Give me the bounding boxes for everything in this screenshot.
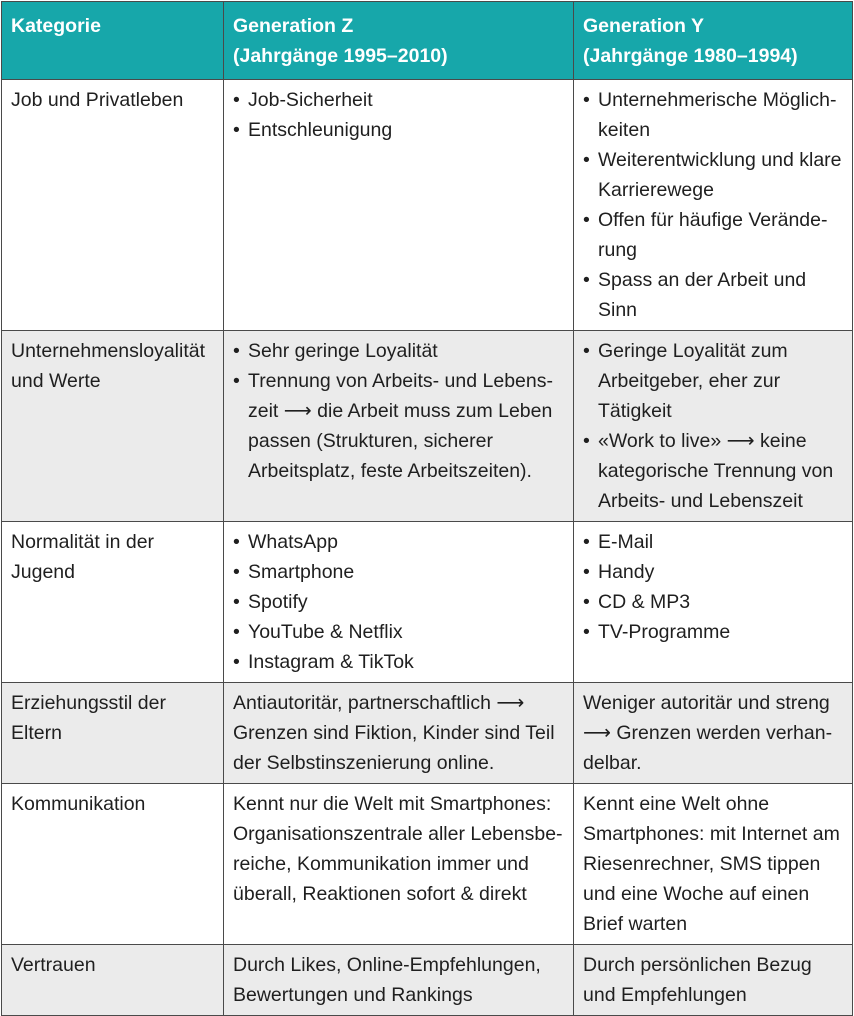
- category-cell: Unternehmensloyalität und Werte: [2, 331, 224, 522]
- list-item: • Spotify: [233, 587, 565, 617]
- list-item: • Spass an der Arbeit und Sinn: [583, 265, 844, 325]
- list-item: • Job-Sicherheit: [233, 85, 565, 115]
- list-item: • YouTube & Netflix: [233, 617, 565, 647]
- genz-list: [233, 527, 565, 677]
- list-item: • E-Mail: [583, 527, 844, 557]
- list-item: • Trennung von Arbeits- und Lebenszeit ⟶ die Arbeit muss zum Leben passen (Strukturen, sicherer Arbeitsplatz, feste Arbeitszeiten).: [233, 366, 565, 486]
- geny-cell: Kennt eine Welt ohne Smartphones: mit Internet am Riesenrechner, SMS tippen und eine Woche auf einen Brief warten: [574, 784, 853, 945]
- list-item: • Smartphone: [233, 557, 565, 587]
- list-item: • «Work to live» ⟶ keine kategorische Trennung von Arbeits- und Lebenszeit: [583, 426, 844, 516]
- table-row: [2, 522, 853, 683]
- genz-cell: Antiautoritär, partnerschaftlich ⟶ Grenzen sind Fiktion, Kinder sind Teil der Selbstinszenierung online.: [224, 683, 574, 784]
- category-cell: Job und Privatleben: [2, 80, 224, 331]
- comparison-table: [1, 1, 853, 1016]
- list-item: • Weiterentwicklung und klare Karrierewege: [583, 145, 844, 205]
- genz-list: [233, 85, 565, 145]
- header-geny-title: Generation Y: [583, 15, 705, 37]
- table-row: [2, 945, 853, 1016]
- list-item: • TV-Programme: [583, 617, 844, 647]
- header-genz-years: (Jahrgänge 1995–2010): [233, 45, 448, 67]
- genz-cell: [224, 522, 574, 683]
- geny-cell: Weniger autoritär und streng ⟶ Grenzen werden verhandelbar.: [574, 683, 853, 784]
- geny-list: [583, 527, 844, 647]
- header-category: Kategorie: [2, 2, 224, 80]
- header-row: [2, 2, 853, 80]
- table-row: [2, 683, 853, 784]
- category-cell: Erziehungsstil der Eltern: [2, 683, 224, 784]
- geny-cell: [574, 80, 853, 331]
- list-item: • Unternehmerische Möglichkeiten: [583, 85, 844, 145]
- geny-list: [583, 85, 844, 325]
- genz-list: [233, 336, 565, 486]
- list-item: • WhatsApp: [233, 527, 565, 557]
- genz-cell: [224, 331, 574, 522]
- list-item: • Geringe Loyalität zum Arbeitgeber, eher zur Tätigkeit: [583, 336, 844, 426]
- list-item: • Offen für häufige Veränderung: [583, 205, 844, 265]
- genz-cell: Durch Likes, Online-Empfehlungen, Bewertungen und Rankings: [224, 945, 574, 1016]
- geny-cell: Durch persönlichen Bezug und Empfehlungen: [574, 945, 853, 1016]
- category-cell: Normalität in der Jugend: [2, 522, 224, 683]
- category-cell: Vertrauen: [2, 945, 224, 1016]
- header-generation-y: [574, 2, 853, 80]
- list-item: • Sehr geringe Loyalität: [233, 336, 565, 366]
- list-item: • Handy: [583, 557, 844, 587]
- genz-cell: Kennt nur die Welt mit Smartphones: Organisationszentrale aller Lebensbereiche, Kommunikation immer und überall, Reaktionen sofort & direkt: [224, 784, 574, 945]
- list-item: • CD & MP3: [583, 587, 844, 617]
- geny-cell: [574, 522, 853, 683]
- table-row: [2, 80, 853, 331]
- header-generation-z: [224, 2, 574, 80]
- category-cell: Kommunikation: [2, 784, 224, 945]
- genz-cell: [224, 80, 574, 331]
- list-item: • Entschleunigung: [233, 115, 565, 145]
- header-genz-title: Generation Z: [233, 15, 354, 37]
- geny-cell: [574, 331, 853, 522]
- table-row: [2, 784, 853, 945]
- list-item: • Instagram & TikTok: [233, 647, 565, 677]
- header-geny-years: (Jahrgänge 1980–1994): [583, 45, 798, 67]
- table-row: [2, 331, 853, 522]
- geny-list: [583, 336, 844, 516]
